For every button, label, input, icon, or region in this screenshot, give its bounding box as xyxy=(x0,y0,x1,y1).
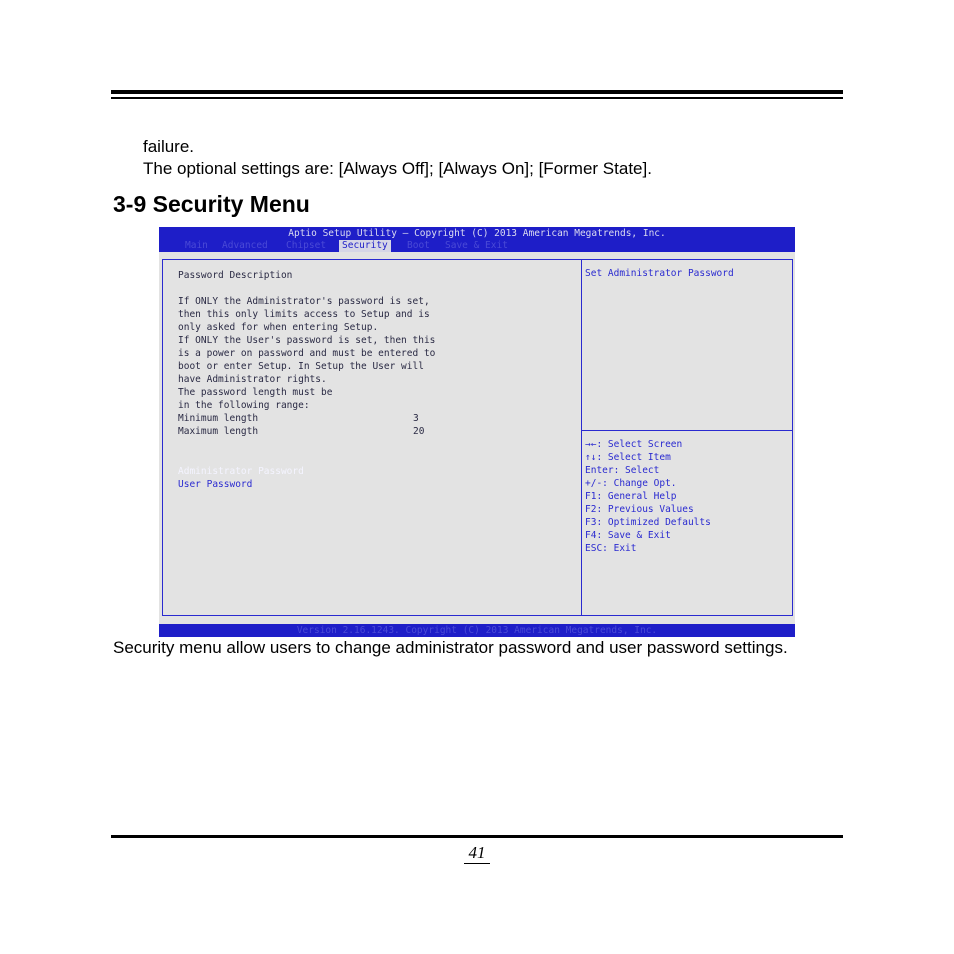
description-line: If ONLY the Administrator's password is set, xyxy=(178,296,430,307)
key-hint: +/-: Change Opt. xyxy=(585,478,677,489)
section-heading: 3-9 Security Menu xyxy=(113,191,310,217)
description-line: only asked for when entering Setup. xyxy=(178,322,379,333)
user-password-option[interactable]: User Password xyxy=(178,479,253,490)
description-line: in the following range: xyxy=(178,400,310,411)
maximum-length-label: Maximum length xyxy=(178,426,259,437)
bios-footer: Version 2.16.1243. Copyright (C) 2013 American Megatrends, Inc. xyxy=(159,624,795,637)
password-description-heading: Password Description xyxy=(178,270,293,281)
description-line: then this only limits access to Setup and is xyxy=(178,309,430,320)
help-divider xyxy=(582,430,792,431)
key-hint: F1: General Help xyxy=(585,491,677,502)
administrator-password-option[interactable]: Administrator Password xyxy=(178,466,304,477)
bios-menu-boot[interactable]: Boot xyxy=(407,240,430,251)
minimum-length-label: Minimum length xyxy=(178,413,259,424)
description-line: The password length must be xyxy=(178,387,333,398)
header-rule-thin xyxy=(111,97,843,99)
bios-screenshot xyxy=(159,227,795,637)
description-line: boot or enter Setup. In Setup the User will xyxy=(178,361,424,372)
key-hint: F3: Optimized Defaults xyxy=(585,517,711,528)
bios-menu-advanced[interactable]: Advanced xyxy=(222,240,268,251)
description-line: If ONLY the User's password is set, then this xyxy=(178,335,436,346)
body-paragraph: Security menu allow users to change administrator password and user password settings. xyxy=(113,638,788,657)
key-hint: ↑↓: Select Item xyxy=(585,452,671,463)
bios-menu-chipset[interactable]: Chipset xyxy=(286,240,327,251)
description-line: have Administrator rights. xyxy=(178,374,327,385)
key-hint: F4: Save & Exit xyxy=(585,530,671,541)
key-hint: ESC: Exit xyxy=(585,543,637,554)
key-hint: →←: Select Screen xyxy=(585,439,683,450)
maximum-length-value: 20 xyxy=(413,426,425,437)
key-hint: Enter: Select xyxy=(585,465,660,476)
bios-menu-main[interactable]: Main xyxy=(185,240,208,251)
description-line: is a power on password and must be entered to xyxy=(178,348,436,359)
minimum-length-value: 3 xyxy=(413,413,419,424)
bios-left-panel xyxy=(162,259,582,616)
footer-rule xyxy=(111,835,843,838)
help-title: Set Administrator Password xyxy=(585,268,734,279)
bios-right-panel xyxy=(581,259,793,616)
bios-menu-save-exit[interactable]: Save & Exit xyxy=(445,240,508,251)
page-number: 41 xyxy=(464,843,490,864)
bios-menu-bar xyxy=(159,240,795,252)
key-hint: F2: Previous Values xyxy=(585,504,694,515)
header-rule-thick xyxy=(111,90,843,94)
intro-line-1: failure. xyxy=(143,137,195,156)
intro-line-2: The optional settings are: [Always Off]; [Always On]; [Former State]. xyxy=(143,159,652,178)
bios-menu-security[interactable]: Security xyxy=(339,240,391,252)
bios-title: Aptio Setup Utility – Copyright (C) 2013 American Megatrends, Inc. xyxy=(159,227,795,240)
